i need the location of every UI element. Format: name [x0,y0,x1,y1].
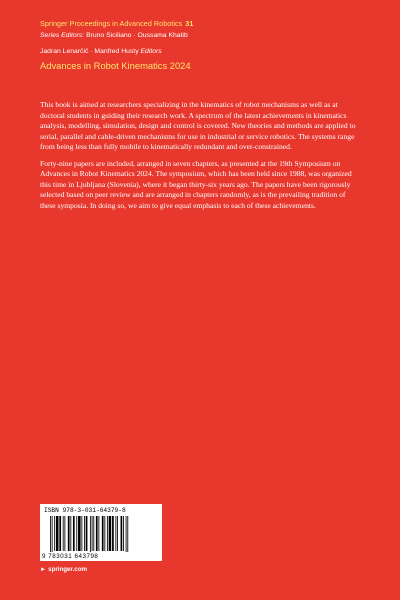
barcode-bar [93,516,94,551]
barcode-bar [81,516,82,551]
series-line [40,19,193,28]
barcode-bar [126,516,127,552]
barcode-bar [70,516,71,551]
editors-line [40,48,162,55]
barcode-bar [54,516,55,551]
barcode-bar [102,516,104,551]
series-volume: 31 [185,19,194,28]
barcode-bar [78,516,81,551]
barcode-bar [121,516,123,551]
series-editors-label: Series Editors: [40,32,85,39]
arrow-icon: ► [40,566,47,573]
editors-label: Editors [140,48,162,55]
blurb-paragraph-1: This book is aimed at researchers specializing in the kinematics of robot mechanisms as well as at doctoral students in guiding their research work. A spectrum of the latest achievements in kinematics analysis, modelling, simulation, design and control is covered. New theories and methods are applied to serial, parallel and cable-driven mechanisms for use in industrial or service robotics. The systems range from being less than fully mobile to kinematically redundant and over-constrained. [40,100,356,152]
barcode-bar [104,516,105,551]
barcode-bar [117,516,118,551]
website-link[interactable] [40,566,87,573]
isbn-label: ISBN 978-3-031-64379-8 [44,507,126,514]
barcode-bar [56,516,59,551]
barcode-bar [59,516,61,551]
editors-names: Jadran Lenarčič · Manfred Husty [40,48,139,55]
barcode-box [40,504,162,561]
barcode-bar [123,516,124,551]
book-title: Advances in Robot Kinematics 2024 [40,60,191,71]
barcode-bar [127,516,128,552]
barcode-bar [86,516,88,551]
barcode-bar [92,516,93,551]
barcode-bar [68,516,70,551]
series-editors-names: Bruno Siciliano · Oussama Khatib [86,32,188,39]
barcode-bar [63,516,64,551]
blurb [40,100,362,217]
barcode-bar [50,516,51,552]
barcode-bar [90,516,91,552]
barcode-digits: 9 783031 643798 [42,553,99,560]
barcode-bar [73,516,75,551]
barcode-bar [52,516,53,552]
barcode-bar [76,516,77,551]
barcode-bar [112,516,114,551]
barcode-bars [50,516,154,552]
series-editors-line [40,32,188,39]
blurb-paragraph-2: Forty-nine papers are included, arranged in seven chapters, as presented at the 19th Symposium on Advances in Robot Kinematics 2024. The symposium, which has been held since 1988, was organized this time in Ljubljana (Slovenia), where it began thirty-six years ago. The papers have been rigorously selected based on peer review and are arranged in chapters randomly, as is the prevailing tradition of these symposia. In doing so, we aim to give equal emphasis to each of these achievements. [40,158,352,210]
barcode-bar [115,516,116,551]
barcode-bar [98,516,99,551]
series-name: Springer Proceedings in Advanced Robotics [40,19,183,28]
barcode-bar [84,516,85,551]
barcode-bar [107,516,108,551]
barcode-bar [109,516,112,551]
barcode-bar [64,516,65,551]
website-url: springer.com [48,566,87,573]
barcode-bar [96,516,98,551]
